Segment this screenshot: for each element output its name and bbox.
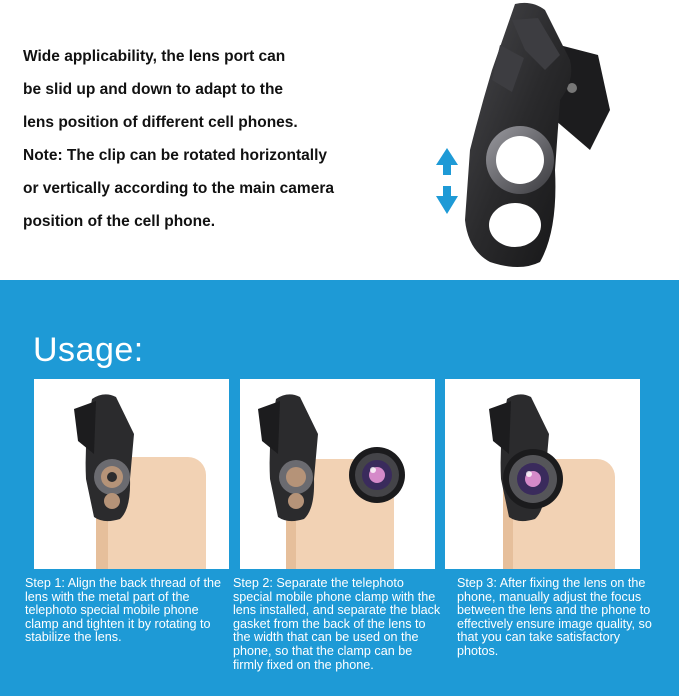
intro-section xyxy=(0,0,679,280)
step-2-text: Step 2: Separate the telephoto special mobile phone clamp with the lens installed, and separate the black gasket from the back of the lens to the width that can be used on the phone, so that the clamp can be firmly fixed on the phone. xyxy=(233,576,441,672)
intro-line: position of the cell phone. xyxy=(23,213,216,230)
lens-icon xyxy=(349,447,405,503)
usage-section xyxy=(0,280,679,696)
intro-line: lens position of different cell phones. xyxy=(23,114,298,131)
step-3-text: Step 3: After fixing the lens on the phone, manually adjust the focus between the lens and the phone to effectively ensure image quality, so that you can take satisfactory photos. xyxy=(457,576,652,658)
step-1-image xyxy=(34,379,229,569)
intro-line: Note: The clip can be rotated horizontally xyxy=(23,147,328,164)
intro-line: or vertically according to the main camera xyxy=(23,180,334,197)
up-down-arrow-icon xyxy=(436,148,458,214)
step-1-text: Step 1: Align the back thread of the lens with the metal part of the telephoto special mobile phone clamp and tighten it by rotating to stabilize the lens. xyxy=(25,576,222,645)
usage-title: Usage: xyxy=(33,330,144,369)
step-3-image xyxy=(445,379,640,569)
step-2-image xyxy=(240,379,435,569)
phone-clip-illustration xyxy=(420,0,630,275)
intro-line: Wide applicability, the lens port can xyxy=(23,48,286,65)
intro-text xyxy=(23,40,403,238)
intro-line: be slid up and down to adapt to the xyxy=(23,81,284,98)
lens-icon xyxy=(503,449,563,509)
